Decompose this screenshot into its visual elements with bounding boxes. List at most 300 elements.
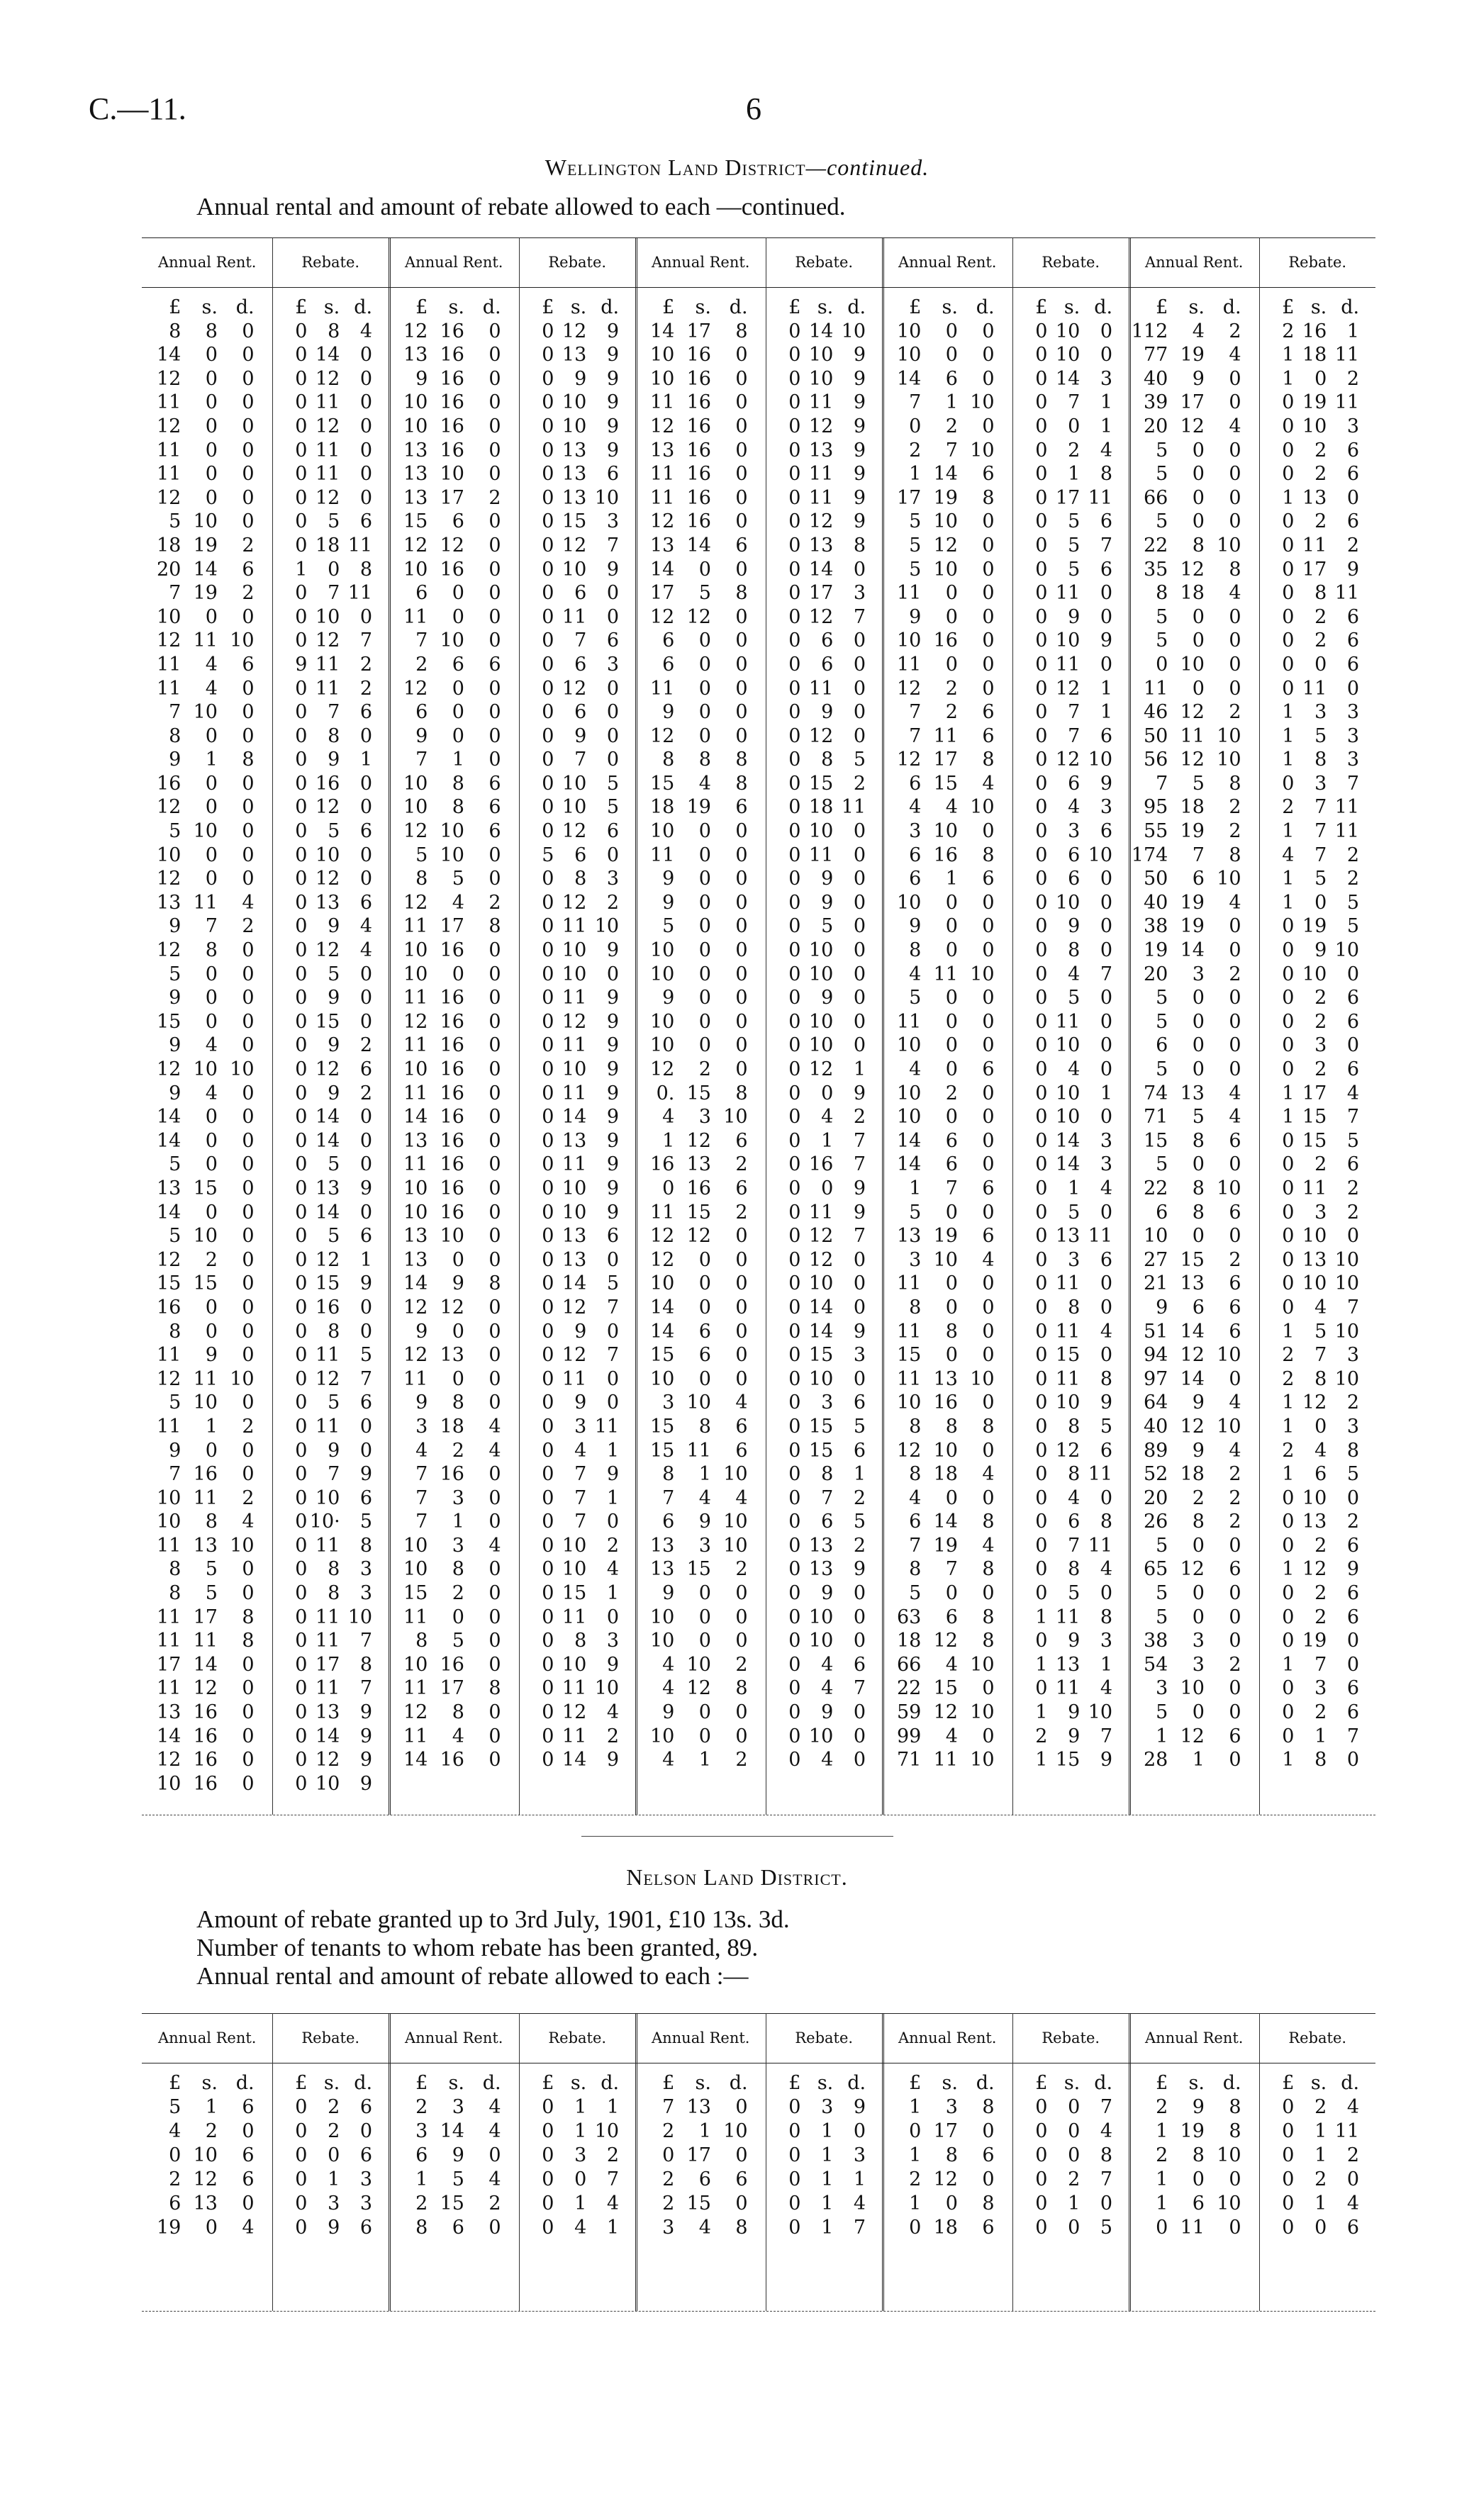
value-pence: 10 xyxy=(230,629,255,652)
value-pounds: 0 xyxy=(295,1010,308,1033)
value-pence: 3 xyxy=(359,2193,373,2214)
table-row xyxy=(142,415,272,439)
value-shillings: 18 xyxy=(315,534,340,556)
value-pounds: 8 xyxy=(415,868,428,890)
value-shillings: 13 xyxy=(686,1153,711,1176)
table-row xyxy=(1012,1367,1129,1391)
value-pounds: 21 xyxy=(1143,1272,1168,1295)
value-pounds: 10 xyxy=(403,415,428,437)
value-pence: 8 xyxy=(982,2193,995,2214)
value-shillings: 7 xyxy=(328,701,340,724)
wellington-title-continued: —continued. xyxy=(805,155,929,180)
value-pence: 0 xyxy=(606,1606,620,1628)
value-shillings: 0 xyxy=(205,439,218,461)
value-pounds: 0 xyxy=(295,1558,308,1581)
value-pounds: 5 xyxy=(169,2096,182,2118)
value-shillings: 11 xyxy=(193,1630,218,1652)
value-shillings: 7 xyxy=(574,629,587,652)
table-row xyxy=(519,844,635,868)
table-row xyxy=(142,986,272,1010)
value-pence: 5 xyxy=(853,1415,866,1438)
value-pence: 11 xyxy=(1334,582,1360,605)
value-pounds: 0 xyxy=(788,939,801,962)
value-shillings: 10· xyxy=(309,1511,340,1533)
value-shillings: 12 xyxy=(315,486,340,509)
value-shillings: 10 xyxy=(808,820,834,843)
value-pence: 0 xyxy=(488,320,501,342)
value-pence: 9 xyxy=(606,1129,620,1152)
value-shillings: 8 xyxy=(821,749,834,771)
value-pounds: 0 xyxy=(788,1129,801,1152)
value-shillings: 0 xyxy=(205,344,218,366)
value-pounds: 10 xyxy=(649,1034,675,1057)
table-row xyxy=(389,343,519,367)
value-pounds: 0 xyxy=(295,2217,308,2239)
value-pounds: 7 xyxy=(909,701,922,724)
value-pence: 6 xyxy=(1346,1058,1360,1080)
value-pounds: 1 xyxy=(1282,1106,1295,1129)
value-shillings: 0 xyxy=(698,1606,711,1628)
table-row xyxy=(766,891,882,915)
value-shillings: 0 xyxy=(821,1177,834,1199)
value-pounds: 9 xyxy=(169,749,182,771)
table-row xyxy=(1012,1248,1129,1272)
value-shillings: 11 xyxy=(808,463,834,486)
table-row xyxy=(1129,1320,1259,1344)
value-pounds: 9 xyxy=(415,1391,428,1414)
value-pounds: 3 xyxy=(415,1415,428,1438)
table-row xyxy=(1259,700,1375,724)
table-row xyxy=(142,2095,272,2119)
value-shillings: 0 xyxy=(945,1296,958,1318)
value-pence: 0 xyxy=(982,1582,995,1605)
value-pence: 6 xyxy=(735,2168,748,2190)
value-pence: 11 xyxy=(1088,1463,1113,1486)
units-row xyxy=(882,2071,1012,2095)
value-shillings: 11 xyxy=(562,1677,587,1700)
value-pounds: 1 xyxy=(1156,2120,1168,2142)
value-pence: 4 xyxy=(1229,1391,1241,1414)
table-row xyxy=(519,439,635,463)
table-row xyxy=(272,415,389,439)
value-shillings: 6 xyxy=(698,2168,711,2190)
value-pence: 6 xyxy=(1346,1010,1360,1033)
value-pounds: 0 xyxy=(1035,2096,1048,2118)
table-row xyxy=(519,1510,635,1534)
table-row xyxy=(272,1676,389,1701)
value-pence: 0 xyxy=(359,796,373,819)
value-shillings: 11 xyxy=(315,1606,340,1628)
value-shillings: 17 xyxy=(193,1606,218,1628)
table-row xyxy=(519,343,635,367)
value-shillings: 14 xyxy=(440,2120,464,2142)
value-shillings: 13 xyxy=(1055,1225,1081,1248)
value-pounds: 7 xyxy=(415,629,428,652)
value-pounds: 0 xyxy=(295,939,308,962)
table-row xyxy=(142,795,272,819)
value-pence: 2 xyxy=(242,915,255,938)
value-pence: 0 xyxy=(735,415,748,437)
value-pence: 3 xyxy=(1346,724,1360,747)
value-shillings: 8 xyxy=(821,1463,834,1486)
value-shillings: 3 xyxy=(452,1486,464,1509)
value-shillings: 7 xyxy=(1314,844,1327,866)
value-shillings: 10 xyxy=(1302,415,1327,437)
value-pence: 0 xyxy=(1100,582,1113,605)
value-shillings: 10 xyxy=(440,844,464,866)
value-pounds: 0 xyxy=(1282,2217,1295,2239)
value-pence: 8 xyxy=(1229,2120,1241,2142)
value-pounds: 0 xyxy=(1035,510,1048,533)
table-row xyxy=(766,1177,882,1201)
table-row xyxy=(142,2216,272,2240)
value-pounds: 12 xyxy=(156,1367,182,1390)
value-pounds: 0 xyxy=(1282,1606,1295,1628)
value-shillings: 16 xyxy=(193,1701,218,1724)
value-shillings: 0 xyxy=(452,1248,464,1271)
value-pence: 0 xyxy=(242,1749,255,1771)
value-pence: 8 xyxy=(242,1630,255,1652)
units-row xyxy=(142,2071,272,2095)
value-pence: 8 xyxy=(1229,844,1241,866)
value-pence: 0 xyxy=(1100,868,1113,890)
table-row xyxy=(1012,1653,1129,1677)
table-row xyxy=(142,867,272,891)
units-row xyxy=(882,296,1012,320)
value-shillings: 12 xyxy=(1055,749,1081,771)
nelson-tenant-count: Number of tenants to whom rebate has been granted, 89. xyxy=(196,1934,759,1961)
table-row xyxy=(635,1534,766,1558)
value-shillings: 16 xyxy=(686,367,711,390)
table-row xyxy=(519,2144,635,2168)
value-shillings: 12 xyxy=(808,1248,834,1271)
table-row xyxy=(389,462,519,486)
value-pounds: 13 xyxy=(649,1558,675,1581)
value-pounds: 0 xyxy=(788,701,801,724)
value-pounds: 0 xyxy=(295,1153,308,1176)
value-pence: 0 xyxy=(242,701,255,724)
table-row xyxy=(1012,748,1129,772)
unit-pounds: £ xyxy=(1156,2072,1168,2094)
value-pounds: 11 xyxy=(156,1606,182,1628)
value-shillings: 6 xyxy=(698,1320,711,1343)
value-pence: 4 xyxy=(1346,2096,1360,2118)
value-shillings: 0 xyxy=(205,963,218,985)
table-row xyxy=(142,1676,272,1701)
value-pence: 2 xyxy=(606,1725,620,1747)
value-shillings: 11 xyxy=(933,963,958,985)
table-row xyxy=(389,1676,519,1701)
value-pence: 0 xyxy=(242,868,255,890)
table-row xyxy=(389,439,519,463)
rebate-column xyxy=(766,2071,882,2240)
value-pounds: 0 xyxy=(788,1225,801,1248)
value-pounds: 14 xyxy=(403,1272,428,1295)
unit-pence: d. xyxy=(729,296,748,318)
value-pence: 4 xyxy=(982,1248,995,1271)
value-pounds: 9 xyxy=(662,891,675,914)
table-row xyxy=(1259,963,1375,987)
unit-pounds: £ xyxy=(1035,2072,1048,2094)
table-row xyxy=(519,1725,635,1749)
value-pence: 9 xyxy=(606,367,620,390)
value-pence: 0 xyxy=(1100,1486,1113,1509)
value-shillings: 17 xyxy=(1302,558,1327,581)
value-pounds: 0 xyxy=(788,2168,801,2190)
table-row xyxy=(389,986,519,1010)
value-pence: 2 xyxy=(1229,1653,1241,1676)
value-pounds: 9 xyxy=(169,987,182,1009)
value-shillings: 1 xyxy=(945,391,958,414)
value-pounds: 0 xyxy=(788,1606,801,1628)
table-row xyxy=(766,629,882,653)
value-shillings: 11 xyxy=(193,1486,218,1509)
value-shillings: 11 xyxy=(315,653,340,676)
value-shillings: 8 xyxy=(205,320,218,342)
value-shillings: 10 xyxy=(1055,344,1081,366)
table-row xyxy=(389,891,519,915)
table-row xyxy=(882,653,1012,677)
value-shillings: 0 xyxy=(945,2193,958,2214)
header-rebate: Rebate. xyxy=(301,2029,360,2046)
value-pence: 11 xyxy=(347,582,373,605)
value-pounds: 0 xyxy=(1282,1534,1295,1557)
value-pounds: 11 xyxy=(403,605,428,628)
value-shillings: 9 xyxy=(328,987,340,1009)
value-shillings: 5 xyxy=(328,510,340,533)
table-row xyxy=(142,1177,272,1201)
value-pence: 0 xyxy=(1100,1296,1113,1318)
table-row xyxy=(519,795,635,819)
value-pence: 0 xyxy=(488,1129,501,1152)
value-pounds: 7 xyxy=(415,1463,428,1486)
value-pence: 1 xyxy=(1100,391,1113,414)
value-pounds: 5 xyxy=(169,1225,182,1248)
value-pounds: 0 xyxy=(1282,677,1295,700)
value-pounds: 0 xyxy=(295,534,308,556)
table-row xyxy=(882,1653,1012,1677)
value-pounds: 0 xyxy=(1035,820,1048,843)
table-row xyxy=(635,939,766,963)
value-shillings: 16 xyxy=(933,629,958,652)
value-shillings: 9 xyxy=(1192,2096,1205,2118)
table-row xyxy=(1012,939,1129,963)
table-row xyxy=(882,1010,1012,1034)
value-pence: 0 xyxy=(1229,1034,1241,1057)
value-pence: 0 xyxy=(242,1177,255,1199)
value-pounds: 0 xyxy=(542,796,554,819)
value-shillings: 17 xyxy=(933,2120,958,2142)
value-shillings: 0 xyxy=(945,344,958,366)
value-shillings: 0 xyxy=(452,582,464,605)
value-pounds: 0 xyxy=(169,2144,182,2166)
table-row xyxy=(766,1343,882,1367)
value-pence: 9 xyxy=(606,1082,620,1104)
value-pence: 10 xyxy=(1217,2144,1241,2166)
table-row xyxy=(635,2095,766,2119)
value-pounds: 0 xyxy=(542,1272,554,1295)
value-pounds: 13 xyxy=(156,1177,182,1199)
value-pence: 10 xyxy=(723,1534,748,1557)
value-pence: 0 xyxy=(242,772,255,795)
value-pounds: 0 xyxy=(542,701,554,724)
value-pounds: 0 xyxy=(1282,653,1295,676)
table-row xyxy=(1259,2168,1375,2192)
value-shillings: 13 xyxy=(562,344,587,366)
table-row xyxy=(272,2216,389,2240)
value-pence: 9 xyxy=(1346,558,1360,581)
table-row xyxy=(1012,1701,1129,1725)
value-pence: 0 xyxy=(982,582,995,605)
value-pounds: 3 xyxy=(662,2217,675,2239)
table-row xyxy=(1012,1224,1129,1248)
unit-pounds: £ xyxy=(1156,296,1168,318)
table-row xyxy=(272,2095,389,2119)
value-pence: 6 xyxy=(1346,439,1360,461)
table-row xyxy=(519,819,635,844)
table-row xyxy=(519,1557,635,1581)
value-pence: 10 xyxy=(1217,1415,1241,1438)
wellington-title xyxy=(0,155,1474,181)
table-row xyxy=(882,1701,1012,1725)
value-shillings: 11 xyxy=(562,605,587,628)
value-shillings: 14 xyxy=(808,320,834,342)
table-row xyxy=(1012,1462,1129,1486)
value-pounds: 0 xyxy=(1035,1177,1048,1199)
value-shillings: 16 xyxy=(933,844,958,866)
value-shillings: 3 xyxy=(452,2096,464,2118)
table-row xyxy=(1259,1153,1375,1177)
value-shillings: 14 xyxy=(808,1296,834,1318)
value-shillings: 13 xyxy=(193,2193,218,2214)
value-pounds: 0 xyxy=(1282,1201,1295,1223)
table-row xyxy=(389,724,519,749)
value-pence: 9 xyxy=(853,1082,866,1104)
table-row xyxy=(272,1581,389,1606)
value-pounds: 0 xyxy=(542,1320,554,1343)
header-annual-rent: Annual Rent. xyxy=(898,254,997,271)
table-row xyxy=(389,320,519,344)
value-shillings: 12 xyxy=(315,1367,340,1390)
table-row xyxy=(272,1010,389,1034)
value-pounds: 0 xyxy=(542,1058,554,1080)
table-header-row xyxy=(142,2013,1375,2063)
value-pence: 0 xyxy=(853,987,866,1009)
value-pounds: 0 xyxy=(542,1439,554,1462)
table-row xyxy=(766,534,882,558)
table-row xyxy=(1259,439,1375,463)
value-pence: 0 xyxy=(982,629,995,652)
value-pounds: 11 xyxy=(156,439,182,461)
value-shillings: 16 xyxy=(440,1153,464,1176)
table-row xyxy=(635,1082,766,1106)
section-divider xyxy=(581,1836,893,1837)
value-pence: 10 xyxy=(230,1534,255,1557)
value-pence: 0 xyxy=(359,844,373,866)
value-pounds: 10 xyxy=(156,844,182,866)
table-row xyxy=(389,963,519,987)
table-row xyxy=(1012,1320,1129,1344)
table-row xyxy=(1129,1581,1259,1606)
table-row xyxy=(142,605,272,629)
value-shillings: 18 xyxy=(440,1415,464,1438)
value-pounds: 0 xyxy=(1035,1129,1048,1152)
table-row xyxy=(142,581,272,605)
value-pence: 4 xyxy=(1100,1558,1113,1581)
value-pounds: 11 xyxy=(156,1415,182,1438)
value-shillings: 0 xyxy=(452,605,464,628)
value-pounds: 0 xyxy=(542,1677,554,1700)
value-shillings: 12 xyxy=(315,629,340,652)
value-pounds: 12 xyxy=(156,1248,182,1271)
value-pounds: 0 xyxy=(295,629,308,652)
value-pence: 2 xyxy=(488,891,501,914)
value-shillings: 3 xyxy=(1192,963,1205,985)
table-row xyxy=(272,1105,389,1129)
value-pence: 2 xyxy=(1229,1248,1241,1271)
value-pounds: 7 xyxy=(415,1511,428,1533)
value-pence: 0 xyxy=(1346,2168,1360,2190)
table-row xyxy=(1129,1557,1259,1581)
value-shillings: 6 xyxy=(945,1153,958,1176)
table-row xyxy=(1129,1343,1259,1367)
table-row xyxy=(272,1082,389,1106)
value-pence: 0 xyxy=(242,677,255,700)
value-shillings: 1 xyxy=(452,749,464,771)
value-shillings: 2 xyxy=(1314,1058,1327,1080)
value-pence: 3 xyxy=(606,1630,620,1652)
value-pence: 7 xyxy=(606,1296,620,1318)
table-row xyxy=(1012,1534,1129,1558)
value-pence: 0 xyxy=(853,558,866,581)
table-row xyxy=(766,1557,882,1581)
value-pence: 0 xyxy=(735,1272,748,1295)
value-pounds: 0 xyxy=(542,1558,554,1581)
table-row xyxy=(635,724,766,749)
value-pence: 0 xyxy=(242,344,255,366)
value-pounds: 4 xyxy=(909,796,922,819)
value-pounds: 0 xyxy=(788,1177,801,1199)
table-row xyxy=(882,1058,1012,1082)
table-row xyxy=(1012,1082,1129,1106)
table-row xyxy=(1012,1105,1129,1129)
value-pence: 0 xyxy=(242,1439,255,1462)
annual-rent-column xyxy=(882,2071,1012,2240)
value-pence: 0 xyxy=(1229,1630,1241,1652)
value-pounds: 52 xyxy=(1143,1463,1168,1486)
table-row xyxy=(766,1629,882,1653)
value-pence: 7 xyxy=(1100,2096,1113,2118)
value-pence: 5 xyxy=(606,1272,620,1295)
value-pounds: 8 xyxy=(169,1320,182,1343)
value-pence: 0 xyxy=(359,868,373,890)
value-pence: 6 xyxy=(853,1653,866,1676)
table-row xyxy=(635,510,766,534)
value-shillings: 19 xyxy=(1180,915,1205,938)
value-pence: 8 xyxy=(982,1558,995,1581)
value-pounds: 0 xyxy=(1156,653,1168,676)
value-pence: 0 xyxy=(1229,1582,1241,1605)
value-pence: 0 xyxy=(982,1106,995,1129)
unit-pence: d. xyxy=(482,2072,501,2094)
value-pence: 8 xyxy=(1229,2096,1241,2118)
value-pence: 0 xyxy=(488,749,501,771)
value-pounds: 40 xyxy=(1143,1415,1168,1438)
table-row xyxy=(1259,677,1375,701)
value-pounds: 1 xyxy=(415,2168,428,2190)
value-shillings: 13 xyxy=(315,1177,340,1199)
value-shillings: 14 xyxy=(1055,367,1081,390)
